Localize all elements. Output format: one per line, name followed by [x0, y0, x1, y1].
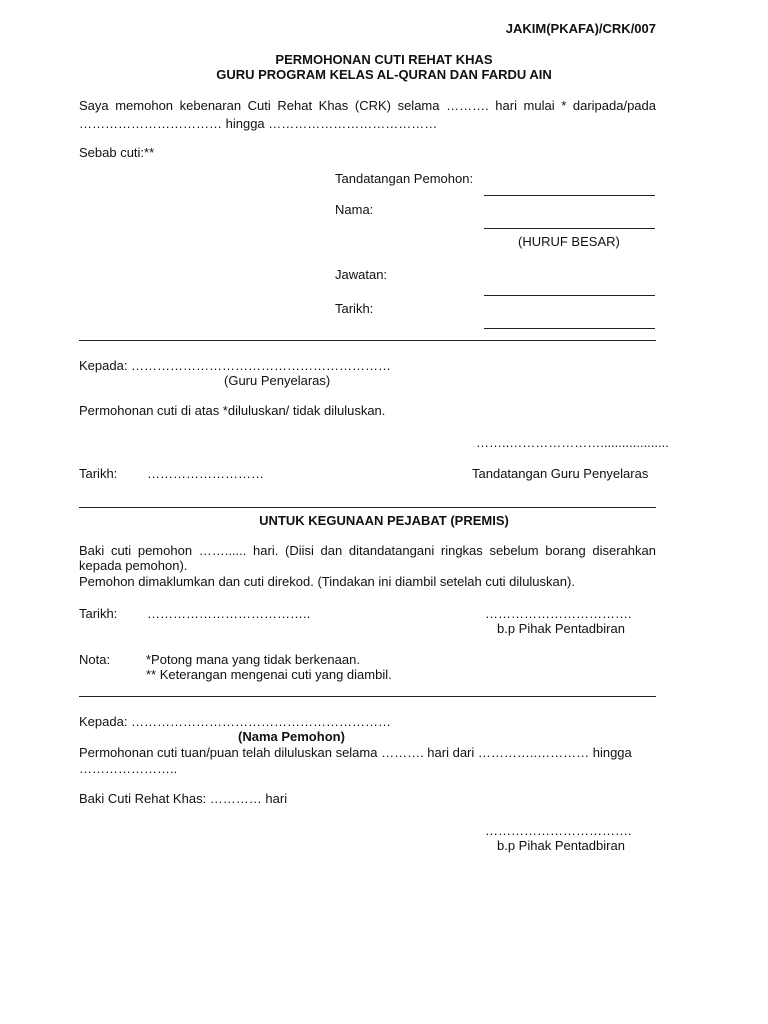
- leave-date-range: …………………………… hingga …………………………………: [79, 116, 438, 131]
- leave-balance-statement-cont: kepada pemohon).: [79, 558, 188, 573]
- remaining-leave-balance: Baki Cuti Rehat Khas: ………… hari: [79, 791, 288, 806]
- coordinator-signature-dots[interactable]: ……..…………………...................: [476, 435, 669, 450]
- leave-reason-label: Sebab cuti:**: [79, 145, 155, 160]
- office-use-heading: UNTUK KEGUNAAN PEJABAT (PREMIS): [259, 513, 509, 528]
- approved-leave-end-dots[interactable]: …………………..: [79, 761, 178, 776]
- applicant-signature-line[interactable]: [484, 195, 655, 196]
- application-statement: Saya memohon kebenaran Cuti Rehat Khas (CRK) selama ………. hari mulai * daripada/pada: [79, 98, 656, 113]
- form-reference-code: JAKIM(PKAFA)/CRK/007: [505, 21, 656, 36]
- note-leave-details: ** Keterangan mengenai cuti yang diambil.: [146, 667, 392, 682]
- applicant-date-label: Tarikh:: [335, 301, 374, 316]
- reply-admin-label: b.p Pihak Pentadbiran: [497, 838, 625, 853]
- approved-leave-statement: Permohonan cuti tuan/puan telah diluluskan selama ………. hari dari …………..………… hingga: [79, 745, 632, 760]
- applicant-signature-label: Tandatangan Pemohon:: [335, 171, 474, 186]
- form-subtitle: GURU PROGRAM KELAS AL-QURAN DAN FARDU AIN: [216, 67, 552, 82]
- leave-balance-statement: Baki cuti pemohon ……...... hari. (Diisi dan ditandatangani ringkas sebelum borang diserahkan: [79, 543, 656, 558]
- leave-recorded-statement: Pemohon dimaklumkan dan cuti direkod. (Tindakan ini diambil setelah cuti diluluskan).: [79, 574, 575, 589]
- section-divider: [79, 340, 656, 341]
- applicant-date-line[interactable]: [484, 328, 655, 329]
- coordinator-date-label: Tarikh:: [79, 466, 118, 481]
- note-label: Nota:: [79, 652, 111, 667]
- reply-recipient: Kepada: ……………………………………………………: [79, 714, 392, 729]
- note-strike-out: *Potong mana yang tidak berkenaan.: [146, 652, 360, 667]
- form-title: PERMOHONAN CUTI REHAT KHAS: [275, 52, 493, 67]
- section-divider: [79, 507, 656, 508]
- approval-statement: Permohonan cuti di atas *diluluskan/ tidak diluluskan.: [79, 403, 386, 418]
- applicant-name-label: Nama:: [335, 202, 374, 217]
- section-divider: [79, 696, 656, 697]
- office-admin-label: b.p Pihak Pentadbiran: [497, 621, 625, 636]
- applicant-name-line[interactable]: [484, 228, 655, 229]
- applicant-name-heading: (Nama Pemohon): [238, 729, 345, 744]
- office-admin-signature-dots[interactable]: …………………………….: [485, 606, 632, 621]
- applicant-position-label: Jawatan:: [335, 267, 388, 282]
- coordinator-date-dots[interactable]: ………………………: [147, 466, 264, 481]
- office-date-label: Tarikh:: [79, 606, 118, 621]
- office-date-dots[interactable]: ………………………………..: [147, 606, 311, 621]
- coordinator-signature-label: Tandatangan Guru Penyelaras: [472, 466, 649, 481]
- reply-admin-signature-dots[interactable]: …………………………….: [485, 823, 632, 838]
- applicant-position-line[interactable]: [484, 295, 655, 296]
- coordinator-recipient: Kepada: ……………………………………………………: [79, 358, 392, 373]
- capital-letters-note: (HURUF BESAR): [518, 234, 620, 249]
- coordinator-role: (Guru Penyelaras): [224, 373, 331, 388]
